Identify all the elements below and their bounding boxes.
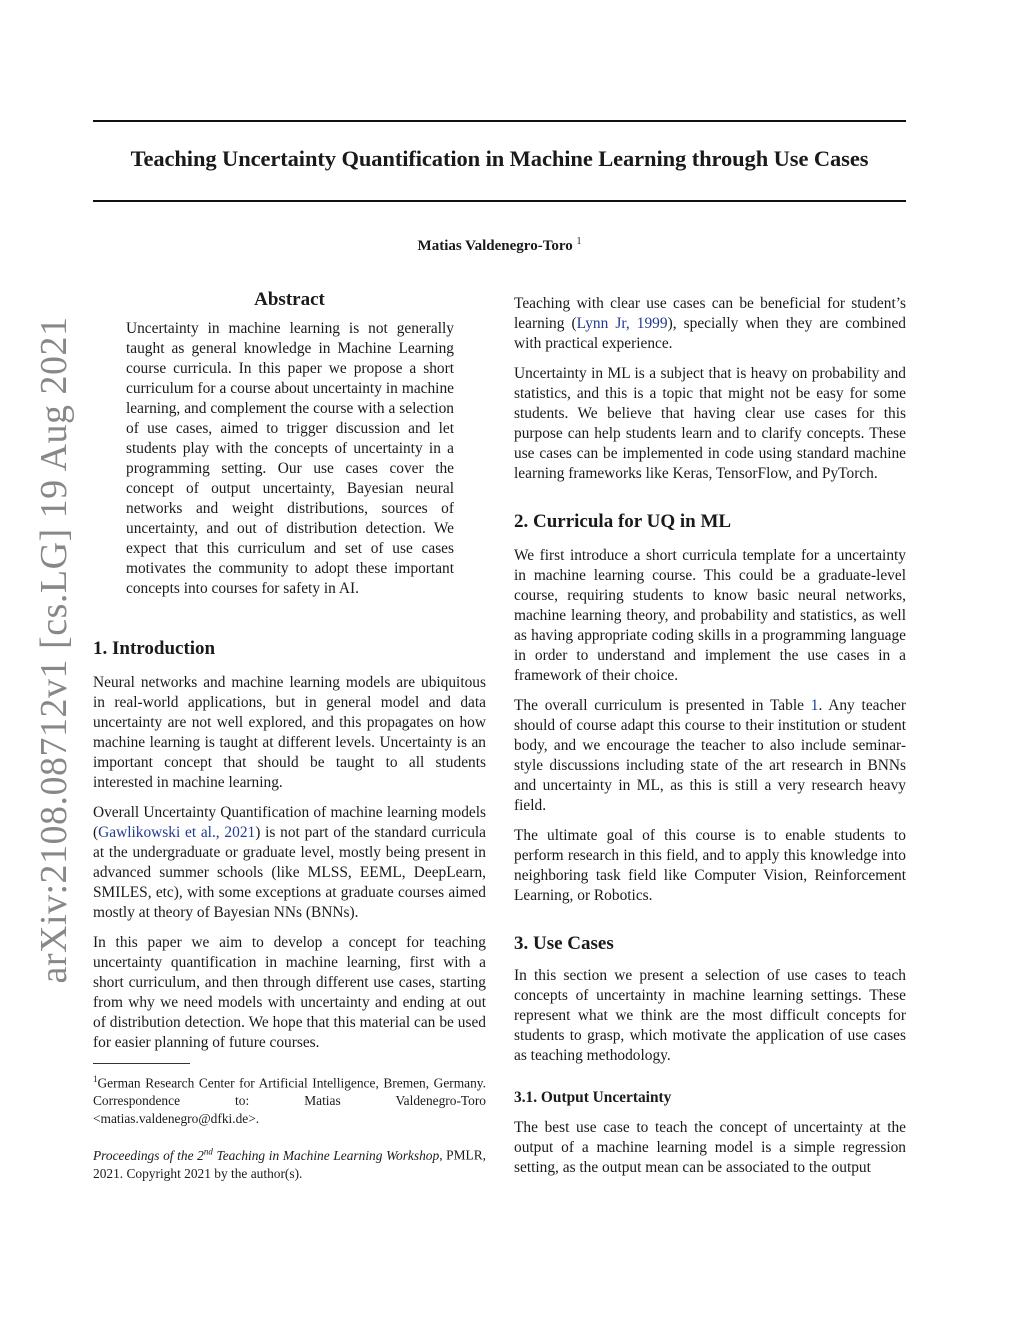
intro-paragraph-1: Neural networks and machine learning models are ubiquitous in real-world applications, but in general model and data uncertainty are not well explored, and this propagates on how machine learning is taught at different levels. Uncertainty is an important concept that should be taught to all students interested in machine learning.	[93, 674, 486, 791]
proceedings-note	[93, 1142, 486, 1182]
paper-title: Teaching Uncertainty Quantification in Machine Learning through Use Cases	[130, 146, 869, 171]
proceedings-superscript: nd	[203, 1146, 213, 1157]
left-column	[93, 290, 486, 1183]
curricula-p2-text-a: The overall curriculum is presented in Table	[514, 697, 811, 714]
right-p1-text-a: Teaching with clear use cases can be beneficial for student’s learning (	[514, 295, 906, 332]
footnote	[93, 1070, 486, 1128]
abstract-text: Uncertainty in machine learning is not generally taught as general knowledge in Machine Learning course curricula. In this paper we propose a short curriculum for a course about uncertainty in machine learning, and complement the course with a selection of use cases, aimed to trigger discussion and let students play with the concepts of uncertainty in a programming setting. Our use cases cover the concept of output uncertainty, Bayesian neural networks and weight distributions, sources of uncertainty, and out of distribution detection. We expect that this curriculum and set of use cases motivates the community to adopt these important concepts into courses for safety in AI.	[126, 320, 454, 597]
curricula-p2-text-b: . Any teacher should of course adapt this course to their institution or student body, and we encourage the teacher to also include seminar-style discussions including state of the art research in BNNs and uncertainty in ML, as this is still a very research heavy field.	[514, 697, 906, 814]
footnote-mark: 1	[93, 1074, 98, 1084]
section-heading-introduction: 1. Introduction	[93, 638, 216, 659]
right-paragraph-1	[514, 294, 906, 354]
author-line	[93, 236, 906, 255]
use-cases-paragraph-1: In this section we present a selection of use cases to teach concepts of uncertainty in machine learning settings. These represent what we think are the most difficult concepts for students to grasp, which motivate the application of use cases as teaching methodology.	[514, 967, 906, 1064]
citation-link-gawlikowski[interactable]: Gawlikowski et al., 2021	[98, 824, 256, 841]
curricula-paragraph-1: We first introduce a short curricula template for a uncertainty in machine learning course. This could be a graduate-level course, requiring students to know basic neural networks, machine learning theory, and probability and statistics, as well as having appropriate coding skills in a programming language in order to understand and implement the use cases in a framework of their choice.	[514, 547, 906, 684]
right-column	[514, 294, 906, 1188]
section-heading-use-cases: 3. Use Cases	[514, 933, 614, 954]
subsection-heading-output-uncertainty: 3.1. Output Uncertainty	[514, 1089, 672, 1106]
title-rule-top	[93, 120, 906, 122]
footnote-text: German Research Center for Artificial Intelligence, Bremen, Germany. Correspondence to: Matias Valdenegro-Toro <matias.valdenegro@dfki.de>.	[93, 1075, 486, 1127]
output-uncertainty-paragraph-1: The best use case to teach the concept of uncertainty at the output of a machine learning model is a simple regression setting, as the output mean can be associated to the output	[514, 1119, 906, 1176]
right-paragraph-2: Uncertainty in ML is a subject that is heavy on probability and statistics, and this is a topic that might not be easy for some students. We believe that having clear use cases for this purpose can help students learn and to clarify concepts. These use cases can be implemented in code using standard machine learning frameworks like Keras, TensorFlow, and PyTorch.	[514, 365, 906, 482]
section-heading-curricula: 2. Curricula for UQ in ML	[514, 511, 732, 532]
abstract-heading: Abstract	[254, 289, 325, 310]
intro-paragraph-3: In this paper we aim to develop a concept for teaching uncertainty quantification in machine learning, first with a short curriculum, and then through different use cases, starting from why we need models with uncertainty and ending at out of distribution detection. We hope that this material can be used for easier planning of future courses.	[93, 934, 486, 1051]
proceedings-text-a: Proceedings of the 2	[93, 1147, 204, 1163]
curricula-paragraph-2	[514, 696, 906, 816]
intro-paragraph-2	[93, 803, 486, 923]
proceedings-text-c: , PMLR, 2021. Copyright 2021 by the author(s).	[93, 1147, 486, 1181]
arxiv-side-stamp: arXiv:2108.08712v1 [cs.LG] 19 Aug 2021	[33, 316, 75, 984]
proceedings-text-b: Teaching in Machine Learning Workshop	[212, 1147, 440, 1163]
table-ref-link[interactable]: 1	[810, 697, 819, 714]
curricula-paragraph-3: The ultimate goal of this course is to enable students to perform research in this field, and to apply this knowledge into neighboring task field like Computer Vision, Reinforcement Learning, or Robotics.	[514, 827, 906, 904]
citation-link-lynn[interactable]: Lynn Jr, 1999	[576, 315, 668, 332]
intro-p2-text-b: ) is not part of the standard curricula at the undergraduate or graduate level, mostly being present in advanced summer schools (like MLSS, EEML, DeepLearn, SMILES, etc), with some exceptions at graduate courses aimed mostly at theory of Bayesian NNs (BNNs).	[93, 824, 487, 921]
title-rule-bottom	[93, 200, 906, 202]
footnote-divider	[93, 1063, 190, 1064]
intro-p2-text-a: Overall Uncertainty Quantification of machine learning models (	[93, 804, 486, 841]
author-affiliation-mark: 1	[576, 236, 582, 247]
right-p1-text-b: ), specially when they are combined with practical experience.	[514, 315, 906, 352]
author-name: Matias Valdenegro-Toro	[417, 238, 573, 254]
